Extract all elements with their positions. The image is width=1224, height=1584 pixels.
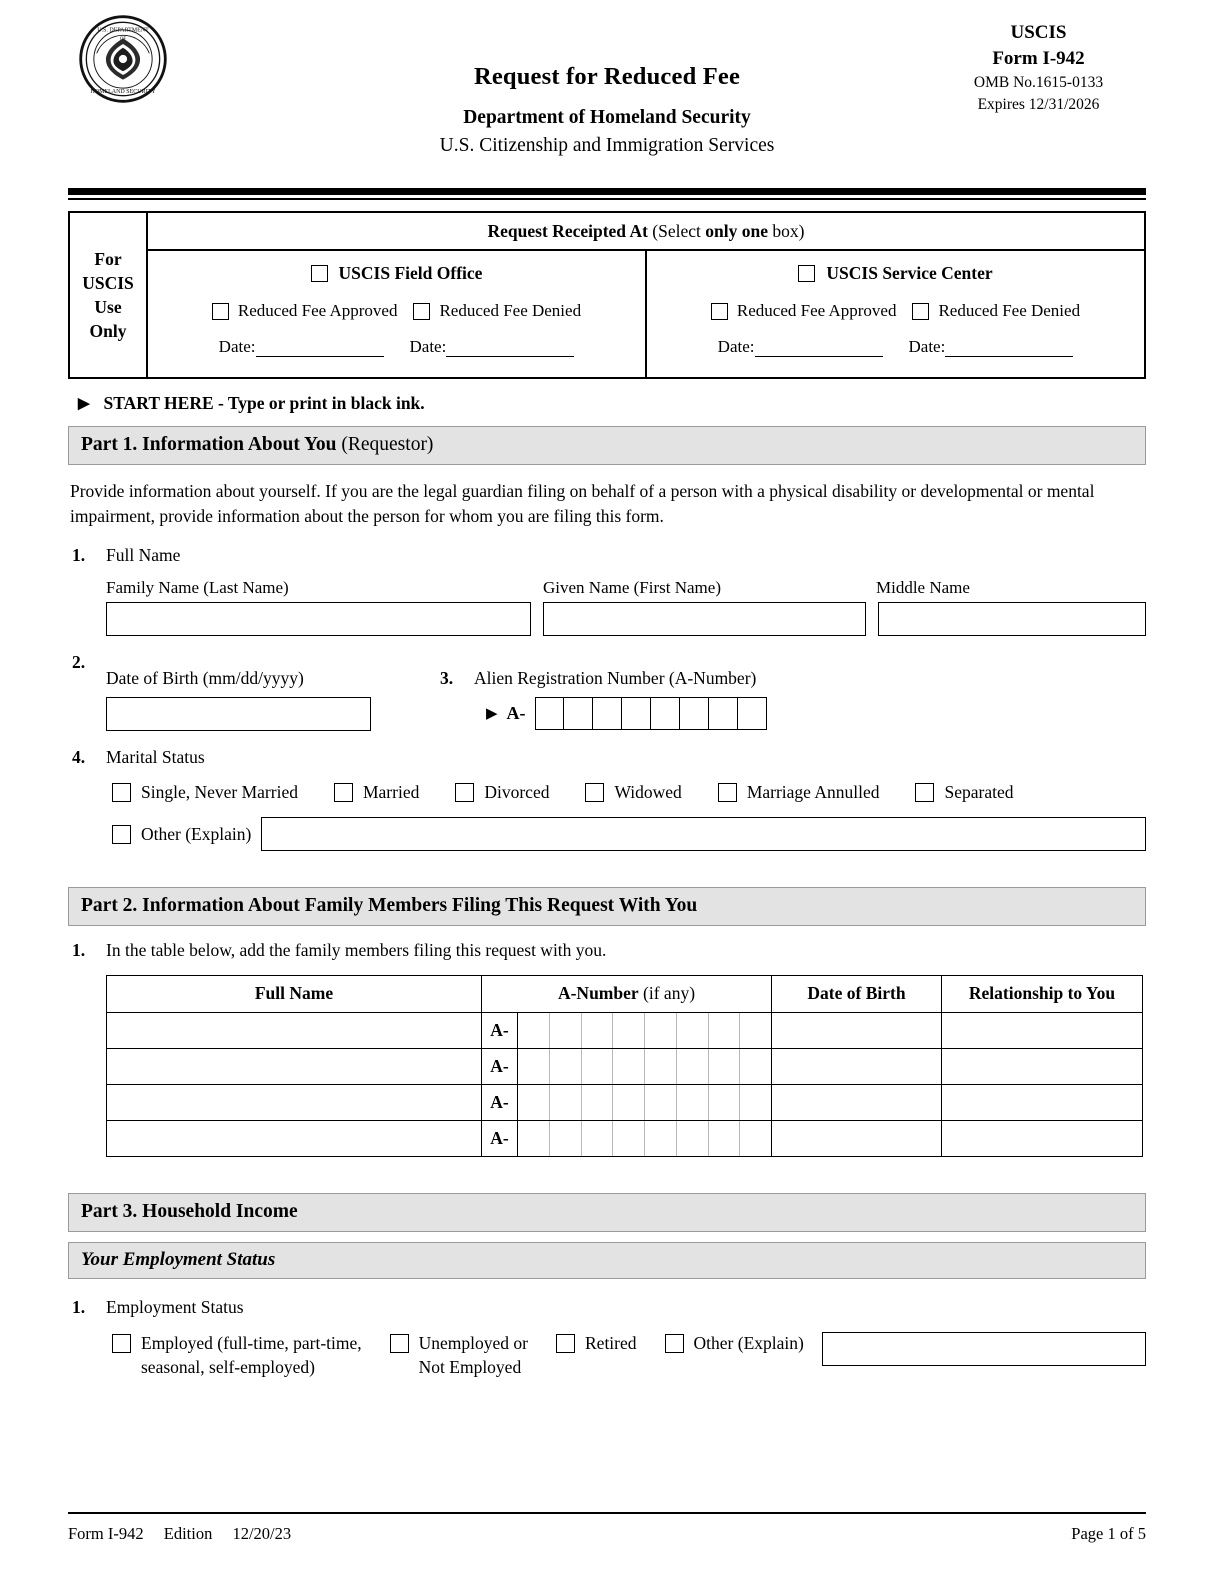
a-number-cell[interactable] <box>645 1085 677 1120</box>
a-number-cell[interactable] <box>740 1013 771 1048</box>
marital-option-annulled[interactable] <box>718 782 880 803</box>
part-1-instructions: Provide information about yourself. If you are the legal guardian filing on behalf of a person with a physical disability or developmental or mental impairment, provide information about the person for whom you are filing this form. <box>70 481 1095 527</box>
svg-text:U.S. DEPARTMENT: U.S. DEPARTMENT <box>97 27 149 34</box>
employment-other-explain-input[interactable] <box>822 1332 1146 1366</box>
employment-status-subheader: Your Employment Status <box>68 1242 1146 1279</box>
employment-option-unemployed[interactable] <box>390 1332 528 1379</box>
part-1-subtitle: (Requestor) <box>336 434 434 455</box>
part-3-header <box>68 1193 1146 1232</box>
checkbox-married[interactable] <box>334 783 353 802</box>
question-1-label: Full Name <box>106 545 181 566</box>
footer-page-number: Page 1 of 5 <box>1071 1524 1146 1543</box>
checkbox-unemployed[interactable] <box>390 1334 409 1353</box>
a-number-input[interactable] <box>535 697 767 730</box>
row-a-prefix: A- <box>482 1013 518 1048</box>
page-header <box>68 0 1146 182</box>
cell-relationship[interactable] <box>942 1085 1143 1121</box>
marital-option-label: Marriage Annulled <box>746 782 880 803</box>
checkbox-field-office-denied[interactable] <box>413 303 430 320</box>
a-number-cell[interactable] <box>622 697 651 730</box>
agency-subname: U.S. Citizenship and Immigration Services <box>439 134 775 156</box>
receipted-only-one-text: only one <box>705 221 768 241</box>
employment-option-line-2: Not Employed <box>418 1357 522 1377</box>
cell-full-name[interactable] <box>107 1121 482 1157</box>
cell-full-name[interactable] <box>107 1013 482 1049</box>
service-center-approved-date-label: Date: <box>717 337 755 356</box>
marital-option-separated[interactable] <box>915 782 1013 803</box>
column-header-relationship: Relationship to You <box>942 976 1143 1013</box>
cell-a-number[interactable] <box>482 1049 772 1085</box>
a-number-cell[interactable] <box>564 697 593 730</box>
expiration-date: Expires 12/31/2026 <box>977 95 1100 113</box>
a-number-cell[interactable] <box>709 1121 741 1156</box>
part-2-title: Part 2. Information About Family Members Filing This Request With You <box>81 895 698 917</box>
checkbox-single-never-married[interactable] <box>112 783 131 802</box>
uscis-field-office-label: USCIS Field Office <box>338 263 483 283</box>
marital-option-label: Separated <box>944 782 1014 803</box>
part3-question-1-number: 1. <box>72 1297 86 1318</box>
employment-other-label: Other (Explain) <box>693 1333 804 1354</box>
service-center-approved-label: Reduced Fee Approved <box>736 301 897 320</box>
request-receipted-header <box>148 213 1144 251</box>
uscis-label: USCIS <box>1010 22 1067 43</box>
receipted-at-text: Request Receipted At <box>487 221 648 241</box>
a-number-cell[interactable] <box>680 697 709 730</box>
a-number-cell[interactable] <box>677 1049 709 1084</box>
table-row <box>107 1085 1143 1121</box>
field-office-approved-date-label: Date: <box>218 337 256 356</box>
a-number-cell[interactable] <box>677 1085 709 1120</box>
date-of-birth-input[interactable] <box>106 697 371 731</box>
marital-option-label: Widowed <box>614 782 682 803</box>
omb-number: OMB No.1615-0133 <box>973 74 1104 92</box>
a-number-cell[interactable] <box>518 1121 550 1156</box>
a-number-cell[interactable] <box>645 1121 677 1156</box>
field-office-denied-label: Reduced Fee Denied <box>439 301 582 320</box>
field-office-denied-date-input[interactable] <box>446 341 574 357</box>
marital-option-label: Single, Never Married <box>141 782 298 803</box>
part-1-title: Part 1. Information About You <box>81 434 337 455</box>
for-uscis-use-only-box <box>68 211 1146 379</box>
a-number-cell[interactable] <box>613 1013 645 1048</box>
service-center-column <box>647 251 1144 377</box>
question-4-number: 4. <box>72 747 86 768</box>
a-number-cell[interactable] <box>550 1049 582 1084</box>
start-here-instruction <box>68 393 1146 414</box>
a-number-cell[interactable] <box>645 1013 677 1048</box>
checkbox-service-center-denied[interactable] <box>912 303 929 320</box>
checkbox-separated[interactable] <box>915 783 934 802</box>
uscis-label-line-1: For <box>94 248 122 269</box>
field-office-denied-date-label: Date: <box>409 337 447 356</box>
cell-full-name[interactable] <box>107 1049 482 1085</box>
for-uscis-use-only-label <box>70 213 148 377</box>
marital-option-married[interactable] <box>334 782 419 803</box>
marital-option-widowed[interactable] <box>585 782 681 803</box>
employment-option-label: Retired <box>585 1333 637 1354</box>
a-number-cell[interactable] <box>582 1085 614 1120</box>
uscis-label-line-3: Use <box>94 297 122 317</box>
receipted-select-text: (Select <box>652 221 701 241</box>
a-number-cell[interactable] <box>582 1013 614 1048</box>
question-marital-status <box>68 747 1146 851</box>
question-employment-status <box>68 1297 1146 1379</box>
marital-other-row <box>106 817 1146 851</box>
marital-option-single[interactable] <box>112 782 298 803</box>
checkbox-divorced[interactable] <box>455 783 474 802</box>
a-number-cell[interactable] <box>645 1049 677 1084</box>
column-header-date-of-birth: Date of Birth <box>772 976 942 1013</box>
a-number-prefix: A- <box>506 703 526 724</box>
employment-status-label: Employment Status <box>106 1297 244 1318</box>
marital-option-label: Divorced <box>484 782 550 803</box>
row-a-prefix: A- <box>482 1121 518 1156</box>
family-name-input[interactable] <box>106 602 531 636</box>
part2-question-1-label: In the table below, add the family members filing this request with you. <box>106 940 607 961</box>
service-center-approved-date-input[interactable] <box>755 341 883 357</box>
employment-option-retired[interactable] <box>556 1332 637 1356</box>
given-name-input[interactable] <box>543 602 866 636</box>
employment-option-line-1: Unemployed or <box>418 1333 528 1354</box>
field-office-column <box>148 251 647 377</box>
arrow-right-icon-anumber: ▶ <box>486 706 498 723</box>
given-name-label: Given Name (First Name) <box>543 578 721 598</box>
checkbox-marital-other[interactable] <box>112 825 131 844</box>
a-number-cell[interactable] <box>550 1013 582 1048</box>
marital-status-label: Marital Status <box>106 747 205 768</box>
dhs-seal-icon <box>76 12 170 106</box>
cell-date-of-birth[interactable] <box>772 1085 942 1121</box>
form-meta-block <box>931 20 1146 115</box>
service-center-denied-date-label: Date: <box>908 337 946 356</box>
a-number-cell[interactable] <box>709 1013 741 1048</box>
a-number-cell[interactable] <box>518 1013 550 1048</box>
part-1-header <box>68 426 1146 465</box>
service-center-denied-date-input[interactable] <box>945 341 1073 357</box>
cell-date-of-birth[interactable] <box>772 1121 942 1157</box>
cell-a-number[interactable] <box>482 1013 772 1049</box>
a-number-cell[interactable] <box>613 1085 645 1120</box>
date-of-birth-label: Date of Birth (mm/dd/yyyy) <box>106 668 304 689</box>
a-number-header-bold: A-Number <box>557 983 639 1004</box>
checkbox-service-center-approved[interactable] <box>711 303 728 320</box>
row-a-prefix: A- <box>482 1049 518 1084</box>
marital-option-divorced[interactable] <box>455 782 549 803</box>
question-1-number: 1. <box>72 545 86 566</box>
footer-edition-date: 12/20/23 <box>232 1524 292 1543</box>
a-number-cell[interactable] <box>677 1013 709 1048</box>
a-number-cell[interactable] <box>613 1121 645 1156</box>
agency-name: Department of Homeland Security <box>463 106 751 128</box>
form-number: Form I-942 <box>992 48 1085 70</box>
a-number-cell[interactable] <box>550 1085 582 1120</box>
table-row <box>107 1013 1143 1049</box>
marital-status-options <box>106 782 1146 803</box>
a-number-cell[interactable] <box>582 1121 614 1156</box>
checkbox-uscis-service-center[interactable] <box>798 265 815 282</box>
field-office-approved-date-input[interactable] <box>256 341 384 357</box>
a-number-cell[interactable] <box>518 1049 550 1084</box>
checkbox-widowed[interactable] <box>585 783 604 802</box>
checkbox-uscis-field-office[interactable] <box>311 265 328 282</box>
a-number-cell[interactable] <box>613 1049 645 1084</box>
a-number-cell[interactable] <box>535 697 564 730</box>
checkbox-employment-other[interactable] <box>665 1334 684 1353</box>
cell-relationship[interactable] <box>942 1121 1143 1157</box>
footer-divider <box>68 1512 1146 1514</box>
checkbox-employed[interactable] <box>112 1334 131 1353</box>
cell-date-of-birth[interactable] <box>772 1013 942 1049</box>
header-rule-thick <box>68 188 1146 195</box>
marital-other-label: Other (Explain) <box>141 823 252 844</box>
employment-status-options <box>106 1332 1146 1379</box>
page-footer <box>68 1524 1146 1544</box>
table-header-row <box>107 976 1143 1013</box>
checkbox-marriage-annulled[interactable] <box>718 783 737 802</box>
question-family-members <box>68 940 1146 961</box>
cell-a-number[interactable] <box>482 1121 772 1157</box>
a-number-cell[interactable] <box>738 697 767 730</box>
start-here-text: START HERE - Type or print in black ink. <box>103 393 425 413</box>
family-members-table <box>106 975 1143 1157</box>
footer-edition-label: Edition <box>163 1524 213 1543</box>
part-3-title: Part 3. Household Income <box>81 1201 298 1223</box>
marital-other-explain-input[interactable] <box>261 817 1146 851</box>
row-a-prefix: A- <box>482 1085 518 1120</box>
middle-name-label: Middle Name <box>876 578 970 598</box>
a-number-cell[interactable] <box>582 1049 614 1084</box>
arrow-right-icon: ▶ <box>78 396 90 412</box>
cell-date-of-birth[interactable] <box>772 1049 942 1085</box>
cell-relationship[interactable] <box>942 1049 1143 1085</box>
alien-registration-number-label: Alien Registration Number (A-Number) <box>474 668 757 689</box>
middle-name-input[interactable] <box>878 602 1146 636</box>
checkbox-field-office-approved[interactable] <box>212 303 229 320</box>
question-2-number: 2. <box>72 652 86 673</box>
employment-option-other[interactable] <box>665 1332 1146 1366</box>
uscis-label-line-4: Only <box>89 321 127 342</box>
a-number-header-reg: (if any) <box>638 983 696 1004</box>
question-dob-anumber <box>68 652 1146 731</box>
svg-text:HOMELAND SECURITY: HOMELAND SECURITY <box>90 88 156 95</box>
family-name-label: Family Name (Last Name) <box>106 578 289 598</box>
employment-option-line-2: seasonal, self-employed) <box>141 1357 315 1377</box>
a-number-cell[interactable] <box>709 697 738 730</box>
table-row <box>107 1049 1143 1085</box>
a-number-cell[interactable] <box>709 1049 741 1084</box>
column-header-a-number <box>482 976 772 1013</box>
checkbox-retired[interactable] <box>556 1334 575 1353</box>
a-number-cell[interactable] <box>740 1085 771 1120</box>
a-number-cell[interactable] <box>740 1121 771 1156</box>
question-full-name <box>68 545 1146 636</box>
a-number-cell[interactable] <box>550 1121 582 1156</box>
a-number-cell[interactable] <box>593 697 622 730</box>
employment-option-line-1: Employed (full-time, part-time, <box>141 1333 362 1354</box>
receipted-box-text: box) <box>772 221 805 241</box>
column-header-full-name: Full Name <box>107 976 482 1013</box>
service-center-denied-label: Reduced Fee Denied <box>938 301 1081 320</box>
cell-full-name[interactable] <box>107 1085 482 1121</box>
cell-a-number[interactable] <box>482 1085 772 1121</box>
uscis-label-line-2: USCIS <box>82 272 134 293</box>
header-rule-thin <box>68 198 1146 200</box>
page-title: Request for Reduced Fee <box>473 63 741 90</box>
employment-option-employed[interactable] <box>112 1332 362 1379</box>
svg-text:OF: OF <box>119 37 127 43</box>
footer-form-number: Form I-942 <box>68 1524 144 1543</box>
field-office-approved-label: Reduced Fee Approved <box>237 301 398 320</box>
table-row <box>107 1121 1143 1157</box>
a-number-cell[interactable] <box>677 1121 709 1156</box>
a-number-cell[interactable] <box>651 697 680 730</box>
part2-question-1-number: 1. <box>72 940 86 961</box>
question-3-number: 3. <box>440 668 454 689</box>
a-number-cell[interactable] <box>518 1085 550 1120</box>
a-number-cell[interactable] <box>709 1085 741 1120</box>
cell-relationship[interactable] <box>942 1013 1143 1049</box>
part-2-header <box>68 887 1146 926</box>
a-number-cell[interactable] <box>740 1049 771 1084</box>
uscis-service-center-label: USCIS Service Center <box>826 263 993 283</box>
marital-option-label: Married <box>362 782 420 803</box>
